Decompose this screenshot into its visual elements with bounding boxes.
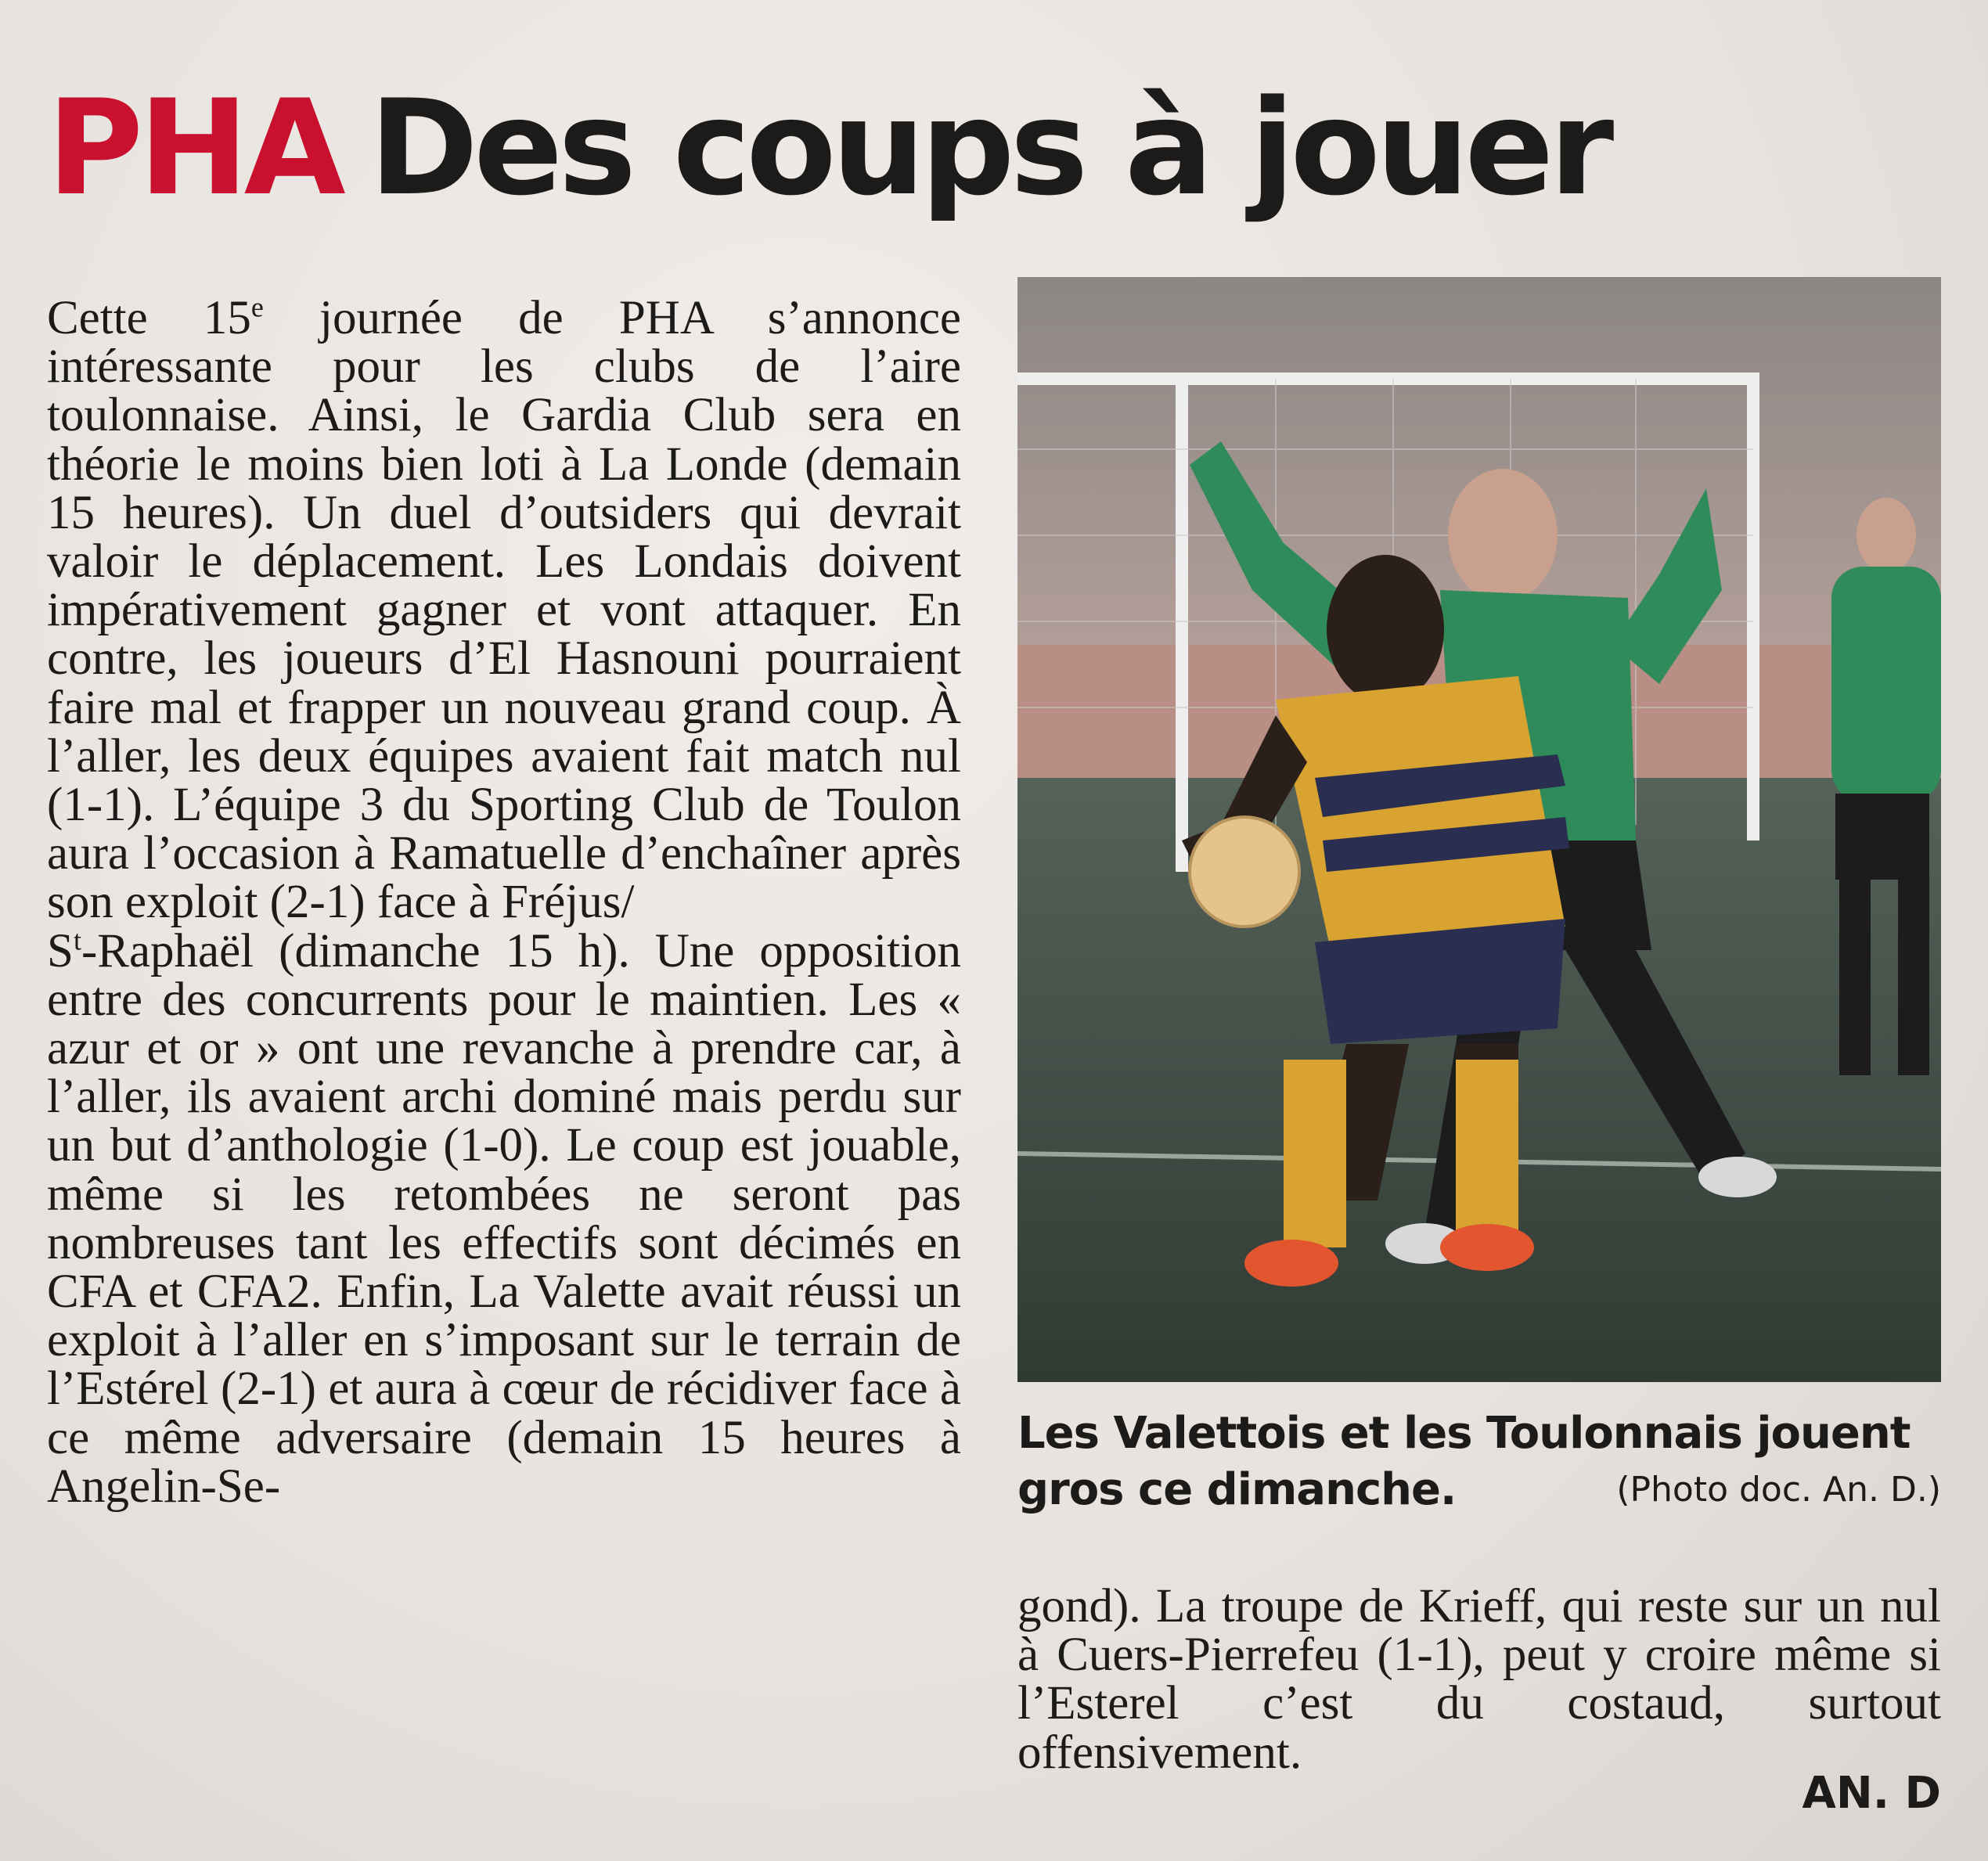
paragraph-2 xyxy=(47,924,961,1513)
photo-caption: Les Valettois et les Toulonnais jouent gros ce dimanche. xyxy=(1017,1408,1911,1515)
byline: AN. D xyxy=(1802,1768,1941,1819)
p2-superscript: t xyxy=(73,924,81,956)
football xyxy=(1190,817,1299,927)
p2-start: S xyxy=(47,924,74,977)
paragraph-1 xyxy=(47,291,961,929)
p1-text: journée de PHA s’annonce intéressante pour les clubs de l’aire toulonnaise. Ainsi, le Gardia Club sera en théorie le moins bien loti à La Londe (demain 15 heures). Un duel d’outsiders qui devrait valoir le déplacement. Les Londais doivent impérativement gagner et vont attaquer. En contre, les joueurs d’El Hasnouni pourraient faire mal et frapper un nouveau grand coup. À l’aller, les deux équipes avaient fait match nul (1-1). L’équipe 3 du Sporting Club de Toulon aura l’occasion à Ramatuelle d’enchaîner après son exploit (2-1) face à Fréjus/ xyxy=(47,292,961,929)
headline-title: Des coups à jouer xyxy=(369,71,1610,225)
photo-credit: (Photo doc. An. D.) xyxy=(1616,1470,1941,1510)
article-body-right xyxy=(1017,1582,1941,1777)
p1-start: Cette 15 xyxy=(47,292,251,344)
paragraph-3: gond). La troupe de Krieff, qui reste sur un nul à Cuers-Pierrefeu (1-1), peut y croire même si l’Esterel c’est du costaud, surtout offensivement. xyxy=(1017,1580,1941,1779)
p2-text: -Raphaël (dimanche 15 h). Une opposition entre des concurrents pour le maintien. Les « azur et or » ont une revanche à prendre car, à l’aller, ils avaient archi dominé mais perdu sur un but d’anthologie (1-0). Le coup est jouable, même si les retombées ne seront pas nombreuses tant les effectifs sont décimés en CFA et CFA2. Enfin, La Valette avait réussi un exploit à l’aller en s’imposant sur le terrain de l’Estérel (2-1) et aura à cœur de récidiver face à ce même adversaire (demain 15 heures à Angelin-Se- xyxy=(47,924,961,1513)
article-body-left xyxy=(47,291,961,1513)
headline xyxy=(47,71,1610,225)
p1-superscript: e xyxy=(250,291,264,323)
section-tag: PHA xyxy=(47,71,341,225)
football-photo xyxy=(1017,277,1941,1382)
